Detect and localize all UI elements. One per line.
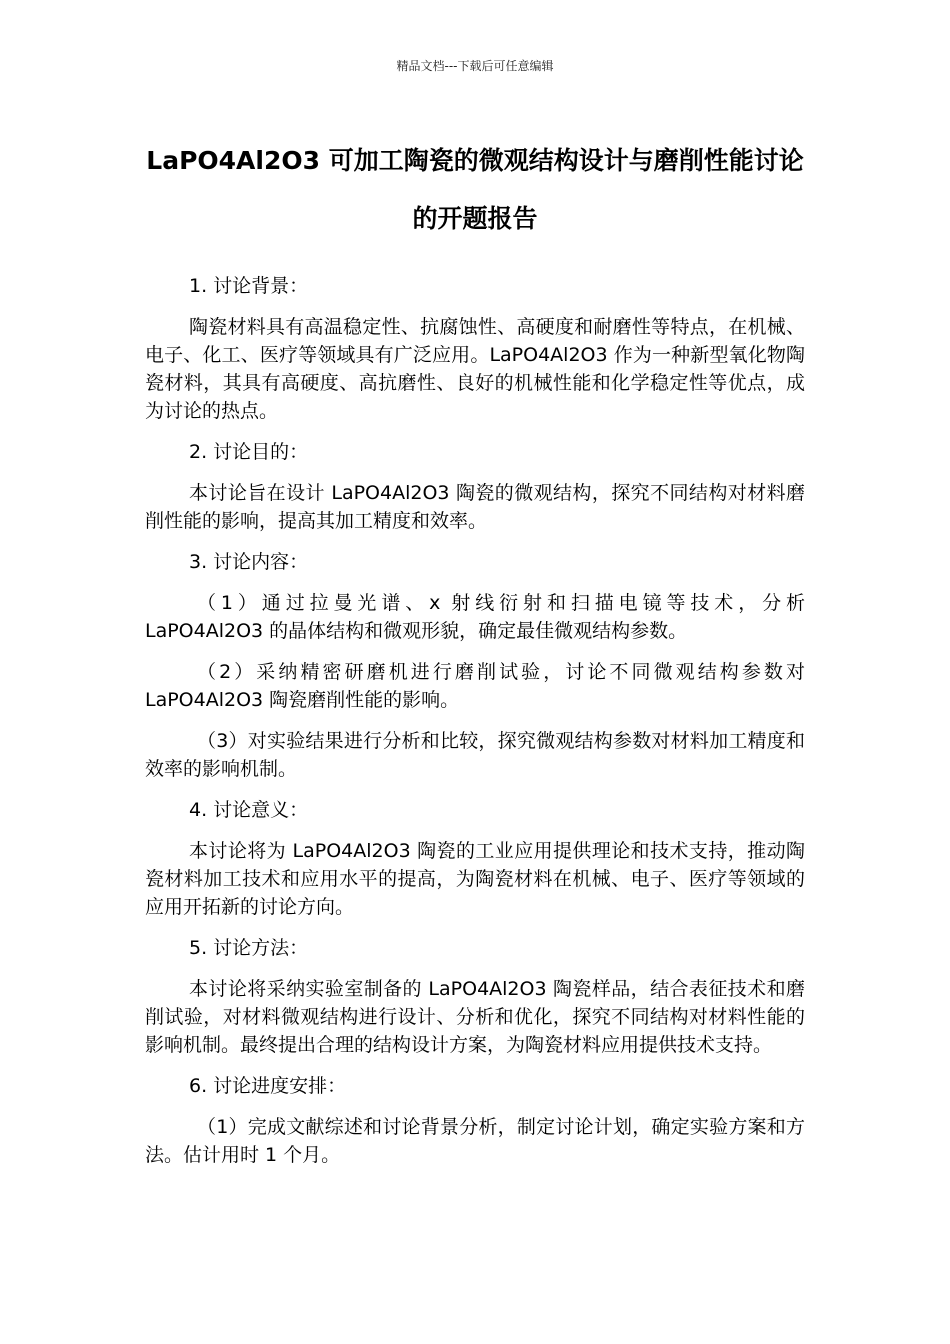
list-item-content-3: （3）对实验结果进行分析和比较，探究微观结构参数对材料加工精度和效率的影响机制。 — [145, 730, 805, 780]
section-heading-schedule: 6. 讨论进度安排： — [189, 1075, 347, 1097]
page-header: 精品文档---下载后可任意编辑 — [396, 59, 554, 73]
section-heading-background: 1. 讨论背景： — [189, 275, 309, 297]
document-title: LaPO4Al2O3 可加工陶瓷的微观结构设计与磨削性能讨论的开题报告 — [146, 146, 804, 233]
paragraph-purpose: 本讨论旨在设计 LaPO4Al2O3 陶瓷的微观结构，探究不同结构对材料磨削性能的影响，提高其加工精度和效率。 — [145, 482, 805, 532]
section-heading-significance: 4. 讨论意义： — [189, 799, 309, 821]
section-heading-content: 3. 讨论内容： — [189, 551, 309, 573]
section-heading-method: 5. 讨论方法： — [189, 937, 309, 959]
section-heading-purpose: 2. 讨论目的： — [189, 441, 309, 463]
document-body — [145, 272, 805, 1182]
paragraph-method: 本讨论将采纳实验室制备的 LaPO4Al2O3 陶瓷样品，结合表征技术和磨削试验，对材料微观结构进行设计、分析和优化，探究不同结构对材料性能的影响机制。最终提出合理的结构设计方案，为陶瓷材料应用提供技术支持。 — [145, 978, 805, 1056]
list-item-content-2: （2）采纳精密研磨机进行磨削试验，讨论不同微观结构参数对 LaPO4Al2O3 陶瓷磨削性能的影响。 — [145, 661, 805, 711]
paragraph-background: 陶瓷材料具有高温稳定性、抗腐蚀性、高硬度和耐磨性等特点，在机械、电子、化工、医疗等领域具有广泛应用。LaPO4Al2O3 作为一种新型氧化物陶瓷材料，其具有高硬度、高抗磨性、良好的机械性能和化学稳定性等优点，成为讨论的热点。 — [145, 316, 805, 422]
list-item-schedule-1: （1）完成文献综述和讨论背景分析，制定讨论计划，确定实验方案和方法。估计用时 1 个月。 — [145, 1116, 805, 1166]
paragraph-significance: 本讨论将为 LaPO4Al2O3 陶瓷的工业应用提供理论和技术支持，推动陶瓷材料加工技术和应用水平的提高，为陶瓷材料在机械、电子、医疗等领域的应用开拓新的讨论方向。 — [145, 840, 805, 918]
list-item-content-1: （1）通过拉曼光谱、x 射线衍射和扫描电镜等技术，分析 LaPO4Al2O3 的晶体结构和微观形貌，确定最佳微观结构参数。 — [145, 592, 805, 642]
